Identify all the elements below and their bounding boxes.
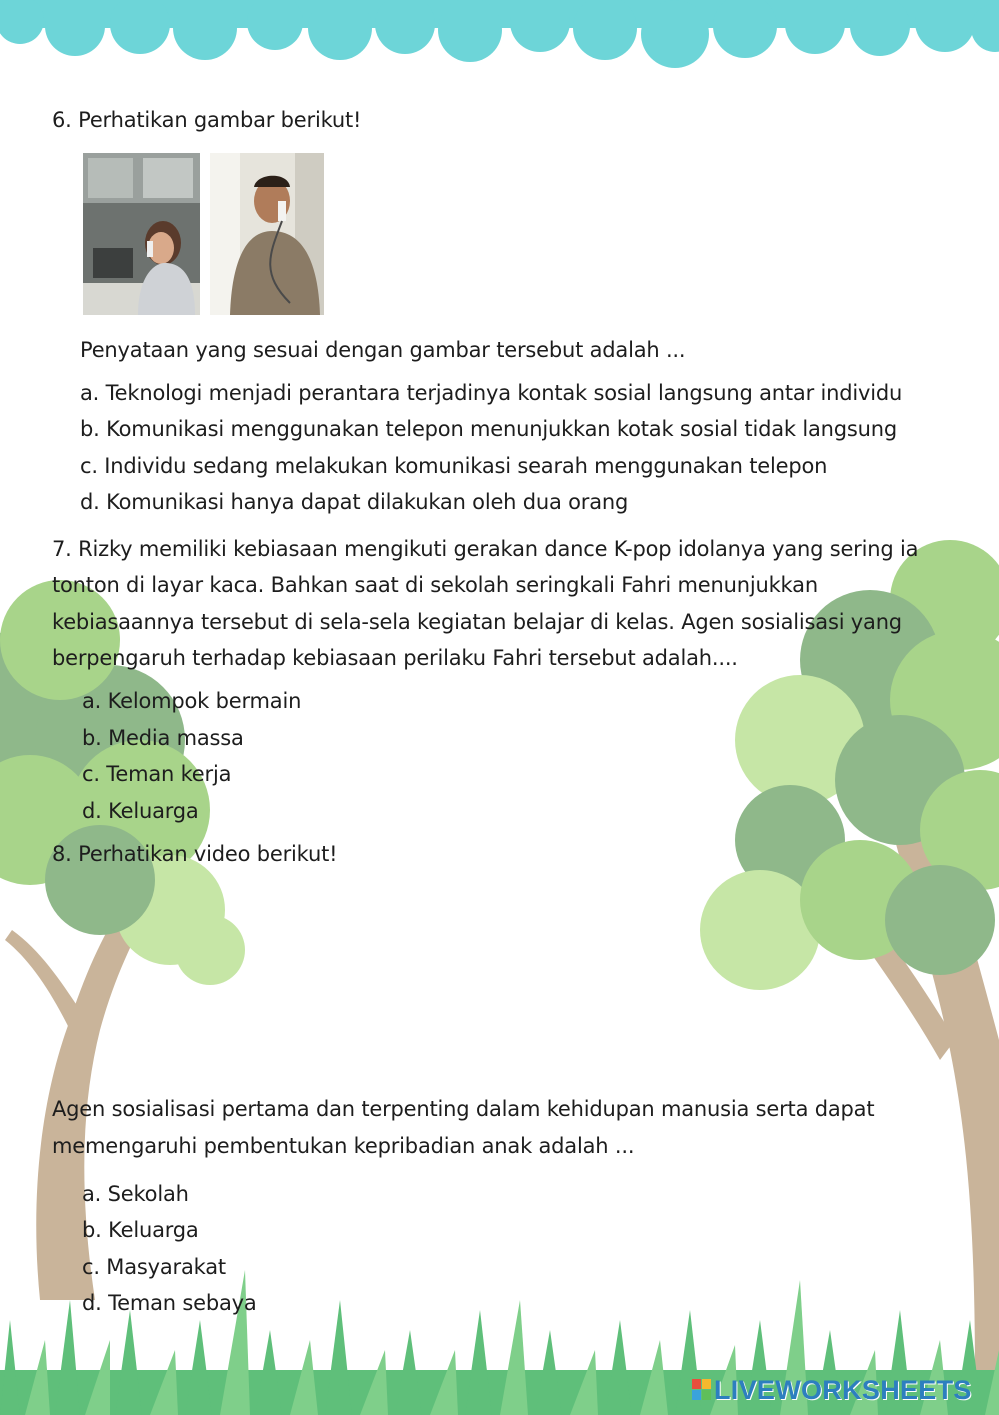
q8-option-d[interactable]: d. Teman sebaya: [82, 1291, 257, 1315]
question-8-line-2: memengaruhi pembentukan kepribadian anak adalah ...: [52, 1134, 635, 1158]
q8-option-b[interactable]: b. Keluarga: [82, 1218, 199, 1242]
liveworksheets-branding[interactable]: [692, 1375, 972, 1405]
q7-option-b[interactable]: b. Media massa: [82, 726, 244, 750]
q7-option-d[interactable]: d. Keluarga: [82, 799, 199, 823]
q8-option-a[interactable]: a. Sekolah: [82, 1182, 189, 1206]
q7-option-a[interactable]: a. Kelompok bermain: [82, 689, 302, 713]
question-7-line-4: berpengaruh terhadap kebiasaan perilaku Fahri tersebut adalah....: [52, 646, 738, 670]
q8-option-c[interactable]: c. Masyarakat: [82, 1255, 226, 1279]
question-8-line-1: Agen sosialisasi pertama dan terpenting dalam kehidupan manusia serta dapat: [52, 1097, 875, 1121]
question-7-line-2: tonton di layar kaca. Bahkan saat di sekolah seringkali Fahri menunjukkan: [52, 573, 818, 597]
q6-option-a[interactable]: a. Teknologi menjadi perantara terjadinya kontak sosial langsung antar individu: [80, 381, 903, 405]
right-tree: [700, 540, 999, 1380]
question-8-title: 8. Perhatikan video berikut!: [52, 842, 338, 866]
liveworksheets-logo-icon: [692, 1379, 712, 1401]
liveworksheets-text: LIVEWORKSHEETS: [714, 1374, 972, 1405]
cloud-band: [0, 0, 999, 68]
q7-option-c[interactable]: c. Teman kerja: [82, 762, 232, 786]
question-7-line-1: 7. Rizky memiliki kebiasaan mengikuti gerakan dance K-pop idolanya yang sering ia: [52, 537, 919, 561]
woman-on-phone-photo: [83, 153, 200, 315]
question-7-line-3: kebiasaannya tersebut di sela-sela kegiatan belajar di kelas. Agen sosialisasi yang: [52, 610, 902, 634]
question-6-title: 6. Perhatikan gambar berikut!: [52, 108, 362, 132]
man-on-phone-photo: [210, 153, 324, 315]
question-6-prompt: Penyataan yang sesuai dengan gambar tersebut adalah ...: [80, 338, 686, 362]
q6-option-c[interactable]: c. Individu sedang melakukan komunikasi searah menggunakan telepon: [80, 454, 828, 478]
q6-option-b[interactable]: b. Komunikasi menggunakan telepon menunjukkan kotak sosial tidak langsung: [80, 417, 897, 441]
q6-option-d[interactable]: d. Komunikasi hanya dapat dilakukan oleh dua orang: [80, 490, 629, 514]
